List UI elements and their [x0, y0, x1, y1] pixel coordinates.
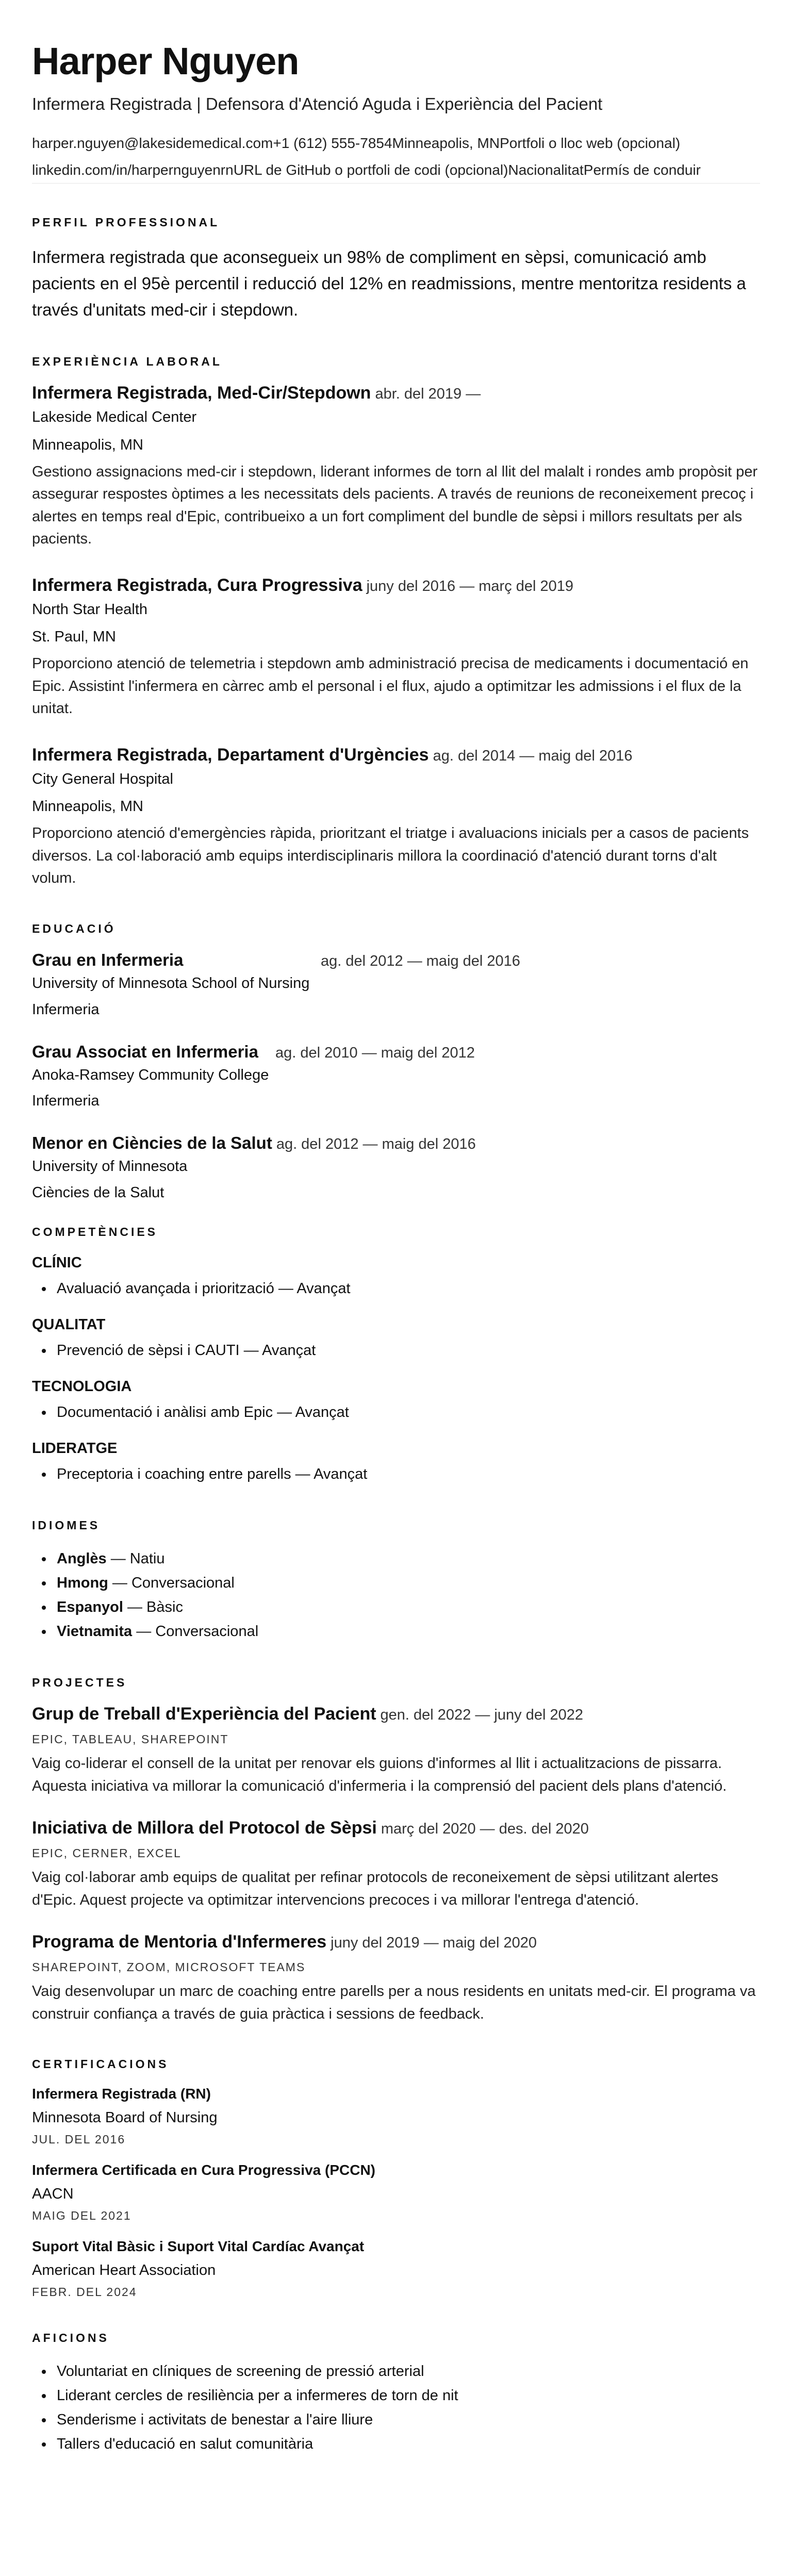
- contact-divider: [32, 183, 760, 184]
- language-item: [54, 1595, 760, 1620]
- projects-section: [32, 1676, 760, 2025]
- language-name: Anglès: [57, 1550, 107, 1567]
- job-description: Proporciono atenció de telemetria i stepdown amb administració precisa de medicaments i documentació en Epic. Assistint l'infermera en càrrec amb el personal i el flux, ajudo a optimitzar les admissions i el flux de la unitat.: [32, 655, 749, 717]
- education-entry: [32, 1042, 760, 1110]
- job-date: juny del 2016 — març del 2019: [366, 577, 574, 595]
- education-entry: [32, 950, 760, 1018]
- section-title: CERTIFICACIONS: [32, 2057, 169, 2071]
- certification-entry: [32, 2238, 760, 2299]
- field-of-study: Infermeria: [32, 1001, 100, 1018]
- field-of-study: Ciències de la Salut: [32, 1184, 164, 1201]
- degree-date: ag. del 2012 — maig del 2016: [321, 952, 520, 969]
- section-title: EXPERIÈNCIA LABORAL: [32, 355, 222, 369]
- resume-header: [32, 40, 760, 184]
- skill-category: TECNOLOGIA: [32, 1378, 132, 1395]
- job-description: Gestiono assignacions med-cir i stepdown, liderant informes de torn al llit del malalt i rondes amb propòsit per assegurar respostes òptimes a les necessitats dels pacients. A través de reunions de reconeixement precoç i alertes en temps real d'Epic, contribueixo a un fort compliment del bundle de sèpsi i millors resultats per als pacients.: [32, 463, 758, 548]
- skill-item: • Avaluació avançada i priorització — Avançat: [54, 1277, 760, 1301]
- section-title: EDUCACIÓ: [32, 921, 116, 935]
- education-section: [32, 922, 760, 1202]
- project-description: Vaig col·laborar amb equips de qualitat per refinar protocols de reconeixement de sèpsi utilitzant alertes d'Epic. Aquest projecte va optimitzar intervencions precoces i va millorar l'entrega d'atenció.: [32, 1869, 718, 1908]
- job-title: Infermera Registrada, Departament d'Urgències: [32, 745, 429, 765]
- language-level: — Conversacional: [108, 1575, 235, 1592]
- skills-section: [32, 1225, 760, 1487]
- contact-row-2: [32, 160, 760, 180]
- job-title: Infermera Registrada, Med-Cir/Stepdown: [32, 383, 371, 403]
- contact-portfolio[interactable]: Portfoli o lloc web (opcional): [500, 135, 681, 152]
- job-location: Minneapolis, MN: [32, 436, 143, 453]
- skill-category: QUALITAT: [32, 1316, 106, 1333]
- hobby-item: • Senderisme i activitats de benestar a l'aire lliure: [54, 2408, 760, 2432]
- certification-entry: [32, 2086, 760, 2146]
- degree-date: ag. del 2012 — maig del 2016: [276, 1136, 476, 1153]
- job-date: abr. del 2019 —: [375, 386, 481, 403]
- school-name: Anoka-Ramsey Community College: [32, 1066, 269, 1083]
- job-location: Minneapolis, MN: [32, 798, 143, 815]
- project-tags: SHAREPOINT, ZOOM, MICROSOFT TEAMS: [32, 1960, 306, 1974]
- skill-item: • Documentació i anàlisi amb Epic — Avançat: [54, 1400, 760, 1425]
- school-name: University of Minnesota School of Nursing: [32, 975, 310, 992]
- certification-issuer: AACN: [32, 2186, 74, 2203]
- project-description: Vaig desenvolupar un marc de coaching entre parells per a nous residents en unitats med-cir. El programa va construir confiança a través de guia pràctica i sessions de feedback.: [32, 1983, 756, 2022]
- certification-entry: [32, 2162, 760, 2223]
- profile-summary: Infermera registrada que aconsegueix un 98% de compliment en sèpsi, comunicació amb pacients en el 95è percentil i reducció del 12% en readmissions, mentre mentoritza residents a través d'unitats med-cir i stepdown.: [32, 247, 746, 320]
- job-organization: City General Hospital: [32, 770, 173, 787]
- contact-nationality: Nacionalitat: [508, 162, 584, 178]
- skill-list: [32, 1339, 760, 1363]
- field-of-study: Infermeria: [32, 1093, 100, 1110]
- education-entry: [32, 1133, 760, 1201]
- contact-github[interactable]: URL de GitHub o portfoli de codi (opcional): [233, 162, 508, 178]
- job-entry: [32, 745, 760, 890]
- skill-list: [32, 1277, 760, 1301]
- language-name: Espanyol: [57, 1599, 123, 1616]
- hobby-list: [32, 2359, 760, 2456]
- contact-driving-license: Permís de conduir: [583, 162, 701, 178]
- project-description: Vaig co-liderar el consell de la unitat per renovar els guions d'informes al llit i actualitzacions de pissarra. Aquesta iniciativa va millorar la comunicació d'infermeria i la comprensió del pacient dels plans d'atenció.: [32, 1755, 727, 1794]
- job-title: Infermera Registrada, Cura Progressiva: [32, 575, 362, 595]
- degree-title: Menor en Ciències de la Salut: [32, 1133, 272, 1153]
- project-title: Iniciativa de Millora del Protocol de Sèpsi: [32, 1818, 377, 1838]
- project-entry: [32, 1818, 760, 1911]
- contact-info: [32, 134, 760, 184]
- language-item: [54, 1620, 760, 1644]
- job-location: St. Paul, MN: [32, 629, 116, 646]
- profile-section: [32, 216, 760, 323]
- language-item: [54, 1547, 760, 1571]
- job-entry: [32, 575, 760, 720]
- project-title: Grup de Treball d'Experiència del Pacient: [32, 1704, 376, 1724]
- project-entry: [32, 1704, 760, 1797]
- project-date: gen. del 2022 — juny del 2022: [380, 1707, 583, 1724]
- degree-date: ag. del 2010 — maig del 2012: [275, 1044, 475, 1061]
- job-organization: North Star Health: [32, 601, 148, 618]
- job-date: ag. del 2014 — maig del 2016: [433, 747, 633, 764]
- language-level: — Natiu: [106, 1550, 165, 1567]
- project-tags: EPIC, CERNER, EXCEL: [32, 1846, 182, 1860]
- experience-section: [32, 355, 760, 889]
- degree-title: Grau en Infermeria: [32, 950, 184, 969]
- hobby-item: • Tallers d'educació en salut comunitària: [54, 2432, 760, 2456]
- candidate-name: Harper Nguyen: [32, 40, 299, 82]
- hobbies-section: [32, 2331, 760, 2456]
- section-title: PROJECTES: [32, 1676, 127, 1690]
- job-organization: Lakeside Medical Center: [32, 409, 197, 426]
- school-name: University of Minnesota: [32, 1158, 188, 1175]
- language-list: [32, 1547, 760, 1644]
- skill-category: LIDERATGE: [32, 1440, 118, 1457]
- hobby-item: • Liderant cercles de resiliència per a infermeres de torn de nit: [54, 2384, 760, 2408]
- skill-item: • Preceptoria i coaching entre parells — Avançat: [54, 1462, 760, 1487]
- contact-email[interactable]: harper.nguyen@lakesidemedical.com: [32, 135, 273, 152]
- languages-section: [32, 1518, 760, 1644]
- contact-phone[interactable]: +1 (612) 555-7854: [273, 135, 392, 152]
- certification-name: Infermera Registrada (RN): [32, 2086, 211, 2102]
- certification-name: Suport Vital Bàsic i Suport Vital Cardíac Avançat: [32, 2238, 365, 2255]
- skill-list: [32, 1400, 760, 1425]
- section-title: COMPETÈNCIES: [32, 1225, 158, 1239]
- certification-date: JUL. DEL 2016: [32, 2133, 126, 2146]
- contact-row-1: [32, 134, 760, 153]
- skill-category: CLÍNIC: [32, 1254, 82, 1272]
- project-date: març del 2020 — des. del 2020: [381, 1821, 589, 1838]
- skill-item: • Prevenció de sèpsi i CAUTI — Avançat: [54, 1339, 760, 1363]
- job-entry: [32, 383, 760, 550]
- language-level: — Conversacional: [132, 1623, 259, 1640]
- certification-issuer: American Heart Association: [32, 2262, 216, 2279]
- hobby-item: • Voluntariat en clíniques de screening de pressió arterial: [54, 2359, 760, 2384]
- project-title: Programa de Mentoria d'Infermeres: [32, 1932, 327, 1952]
- contact-location: Minneapolis, MN: [392, 135, 500, 152]
- certification-date: MAIG DEL 2021: [32, 2209, 131, 2223]
- certification-issuer: Minnesota Board of Nursing: [32, 2109, 218, 2126]
- degree-title: Grau Associat en Infermeria: [32, 1042, 258, 1061]
- section-title: AFICIONS: [32, 2331, 109, 2345]
- certification-date: FEBR. DEL 2024: [32, 2285, 137, 2299]
- certifications-section: [32, 2057, 760, 2299]
- language-level: — Bàsic: [123, 1599, 183, 1616]
- project-date: juny del 2019 — maig del 2020: [331, 1935, 537, 1952]
- contact-linkedin[interactable]: linkedin.com/in/harpernguyenrn: [32, 162, 234, 178]
- language-name: Vietnamita: [57, 1623, 133, 1640]
- language-name: Hmong: [57, 1575, 108, 1592]
- skill-list: [32, 1462, 760, 1487]
- project-tags: EPIC, TABLEAU, SHAREPOINT: [32, 1732, 229, 1746]
- language-item: [54, 1571, 760, 1595]
- job-description: Proporciono atenció d'emergències ràpida, prioritzant el triatge i avaluacions inicials per a casos de pacients diversos. La col·laboració amb equips interdisciplinaris millora la coordinació d'atenció durant torns d'alt volum.: [32, 825, 749, 887]
- section-title: PERFIL PROFESSIONAL: [32, 215, 220, 229]
- certification-name: Infermera Certificada en Cura Progressiva (PCCN): [32, 2162, 375, 2178]
- project-entry: [32, 1932, 760, 2025]
- section-title: IDIOMES: [32, 1518, 101, 1532]
- candidate-headline: Infermera Registrada | Defensora d'Atenció Aguda i Experiència del Pacient: [32, 94, 603, 114]
